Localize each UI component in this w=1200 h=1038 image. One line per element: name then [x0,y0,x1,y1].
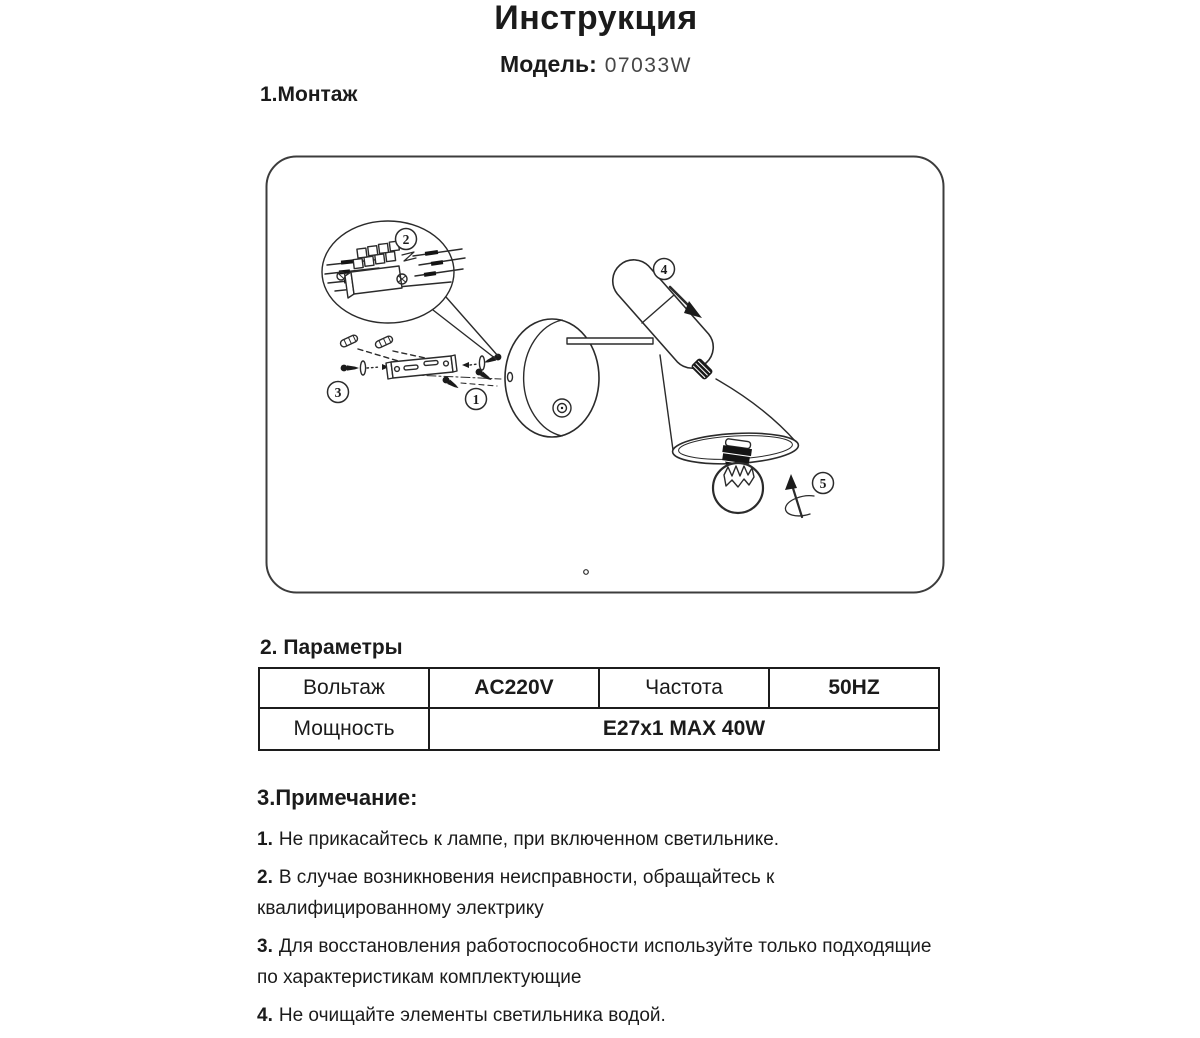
model-value: 07033W [604,53,692,77]
note-number: 1. [257,829,273,850]
note-item-1 [257,824,933,855]
section-heading-notes: 3.Примечание: [257,785,418,810]
section-heading-mounting: 1.Монтаж [260,83,358,106]
note-text: Не прикасайтесь к лампе, при включенном светильнике. [278,829,780,850]
lamp-arm [567,338,653,344]
wall-anchor-icon [339,334,393,349]
step-marker-2 [396,229,417,250]
step-marker-1 [466,389,487,410]
notes-list [257,824,933,1038]
svg-text:2: 2 [402,232,410,247]
step-marker-5 [813,473,834,494]
note-number: 3. [257,936,273,957]
svg-text:1: 1 [472,392,480,407]
note-number: 2. [257,867,273,888]
page-title: Инструкция [494,0,698,37]
param-frequency-value: 50HZ [769,668,939,708]
table-row [259,708,939,750]
model-label: Модель: [500,50,597,77]
param-power-label: Мощность [259,708,429,750]
model-line [0,51,1192,78]
parameters-table [258,667,940,751]
rotate-arrow-icon [785,474,814,517]
svg-text:4: 4 [660,262,668,277]
diagram-frame [267,157,944,593]
note-number: 4. [257,1005,273,1026]
param-voltage-value: AC220V [429,668,599,708]
note-item-2 [257,862,933,924]
note-item-4 [257,1000,933,1031]
frame-dot [584,570,589,575]
note-item-3 [257,931,933,993]
note-text: В случае возникновения неисправности, обращайтесь к квалифицированному электрику [257,867,775,919]
document-header [0,0,1192,78]
mounting-diagram [265,155,945,595]
table-row [259,668,939,708]
svg-text:3: 3 [334,385,342,400]
step-marker-3 [328,382,349,403]
wall-bracket [386,355,457,379]
svg-text:5: 5 [819,476,827,491]
section-heading-parameters: 2. Параметры [260,636,403,659]
param-power-value: E27x1 MAX 40W [429,708,939,750]
note-text: Для восстановления работоспособности используйте только подходящие по характеристикам комплектующие [257,936,932,988]
param-frequency-label: Частота [599,668,769,708]
wall-plate [505,319,599,437]
param-voltage-label: Вольтаж [259,668,429,708]
step-marker-4 [654,259,675,280]
note-text: Не очищайте элементы светильника водой. [278,1005,666,1026]
